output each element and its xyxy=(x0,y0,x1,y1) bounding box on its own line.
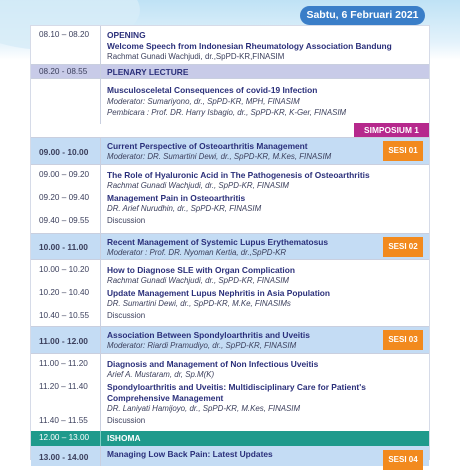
sesi2-item3-title: Discussion xyxy=(107,311,146,320)
sesi3-item1-time: 11.00 – 11.20 xyxy=(39,359,88,368)
sesi1-item1-title: The Role of Hyaluronic Acid in The Pathogenesis of Osteoarthritis xyxy=(107,170,370,180)
column-divider xyxy=(100,234,101,260)
sesi2-time: 10.00 - 11.00 xyxy=(39,242,88,252)
sesi1-badge: SESI 01 xyxy=(383,141,423,161)
sesi1-item3-title: Discussion xyxy=(107,216,146,225)
sesi1-items xyxy=(31,164,429,233)
sesi3-time: 11.00 - 12.00 xyxy=(39,336,88,346)
sesi1-item3-time: 09.40 – 09.55 xyxy=(39,216,90,225)
sesi2-item1-speaker: Rachmat Gunadi Wachjudi, dr., SpPD-KR, FINASIM xyxy=(107,276,289,285)
column-divider xyxy=(100,354,101,434)
sesi3-item2-time: 11.20 – 11.40 xyxy=(39,382,88,391)
sesi1-moderator: Moderator: DR. Sumartini Dewi, dr., SpPD-KR, M.Kes, FINASIM xyxy=(107,152,332,161)
column-divider xyxy=(100,138,101,165)
opening-line2: Rachmat Gunadi Wachjudi, dr.,SpPD-KR,FINASIM xyxy=(107,52,285,61)
sesi1-title: Current Perspective of Osteoarthritis Management xyxy=(107,141,308,151)
sesi4-header-row xyxy=(31,446,429,466)
sesi3-header-row xyxy=(31,326,429,353)
sesi3-moderator: Moderator: Riardi Pramudiyo, dr., SpPD-KR, FINASIM xyxy=(107,341,297,350)
column-divider xyxy=(100,79,101,124)
sesi1-header-row xyxy=(31,137,429,164)
plenary-header-row xyxy=(31,64,429,78)
sesi4-badge: SESI 04 xyxy=(383,450,423,470)
plenary-moderator: Moderator: Sumariyono, dr., SpPD-KR, MPH, FINASIM xyxy=(107,97,300,106)
sesi1-item2-speaker: DR. Arief Nurudhin, dr., SpPD-KR, FINASIM xyxy=(107,204,262,213)
column-divider xyxy=(100,431,101,446)
sesi4-time: 13.00 - 14.00 xyxy=(39,452,89,462)
column-divider xyxy=(100,26,101,64)
sesi3-badge: SESI 03 xyxy=(383,330,423,350)
plenary-title: PLENARY LECTURE xyxy=(107,67,189,77)
opening-line1: Welcome Speech from Indonesian Rheumatology Association Bandung xyxy=(107,41,392,51)
sesi1-item1-time: 09.00 – 09.20 xyxy=(39,170,90,179)
date-badge: Sabtu, 6 Februari 2021 xyxy=(300,6,425,25)
column-divider xyxy=(100,327,101,354)
sesi2-badge: SESI 02 xyxy=(383,237,423,257)
sesi2-item2-title: Update Management Lupus Nephritis in Asia Population xyxy=(107,288,331,298)
opening-row xyxy=(31,26,429,64)
schedule-sheet xyxy=(30,25,430,464)
sesi2-item2-time: 10.20 – 10.40 xyxy=(39,288,90,297)
ishoma-time: 12.00 – 13.00 xyxy=(39,433,90,442)
sesi1-time: 09.00 - 10.00 xyxy=(39,147,89,157)
simposium-badge: SIMPOSIUM 1 xyxy=(354,123,429,137)
plenary-time: 08.20 - 08.55 xyxy=(39,67,88,76)
sesi3-item3-time: 11.40 – 11.55 xyxy=(39,416,88,425)
sesi3-item1-title: Diagnosis and Management of Non Infectious Uveitis xyxy=(107,359,319,369)
sesi3-title: Association Between Spondyloarthritis and Uveitis xyxy=(107,330,310,340)
opening-time: 08.10 – 08.20 xyxy=(39,30,90,39)
sesi2-title: Recent Management of Systemic Lupus Erythematosus xyxy=(107,237,329,247)
sesi3-item2-title2: Comprehensive Management xyxy=(107,393,224,403)
sesi2-header-row xyxy=(31,233,429,259)
sesi2-item1-title: How to Diagnose SLE with Organ Complication xyxy=(107,265,295,275)
sesi2-item2-speaker: DR. Sumartini Dewi, dr., SpPD-KR, M.Ke, FINASIMs xyxy=(107,299,291,308)
sesi1-item2-title: Management Pain in Osteoarthritis xyxy=(107,193,246,203)
sesi3-item3-title: Discussion xyxy=(107,416,146,425)
plenary-speaker: Pembicara : Prof. DR. Harry Isbagio, dr., SpPD-KR, K-Ger, FINASIM xyxy=(107,108,347,117)
plenary-topic: Musculosceletal Consequences of covid-19 Infection xyxy=(107,85,318,95)
sesi3-item2-title: Spondyloarthritis and Uveitis: Multidisciplinary Care for Patient's xyxy=(107,382,366,392)
ishoma-title: ISHOMA xyxy=(107,433,141,443)
sesi3-item1-speaker: Arief A. Mustaram, dr, Sp.M(K) xyxy=(107,370,215,379)
ishoma-row xyxy=(31,431,429,446)
sesi3-item2-speaker: DR. Laniyati Hamijoyo, dr., SpPD-KR, M.Kes, FINASIM xyxy=(107,404,301,413)
sesi1-item2-time: 09.20 – 09.40 xyxy=(39,193,90,202)
column-divider xyxy=(100,165,101,234)
column-divider xyxy=(100,65,101,79)
sesi1-item1-speaker: Rachmat Gunadi Wachjudi, dr., SpPD-KR, FINASIM xyxy=(107,181,289,190)
column-divider xyxy=(100,446,101,466)
sesi2-moderator: Moderator : Prof. DR. Nyoman Kertia, dr.,SpPD-KR xyxy=(107,248,287,257)
sesi3-items xyxy=(31,353,429,433)
sesi2-item3-time: 10.40 – 10.55 xyxy=(39,311,90,320)
plenary-detail-row xyxy=(31,78,429,123)
sesi2-item1-time: 10.00 – 10.20 xyxy=(39,265,90,274)
opening-title: OPENING xyxy=(107,30,146,40)
sesi4-title: Managing Low Back Pain: Latest Updates xyxy=(107,449,273,459)
